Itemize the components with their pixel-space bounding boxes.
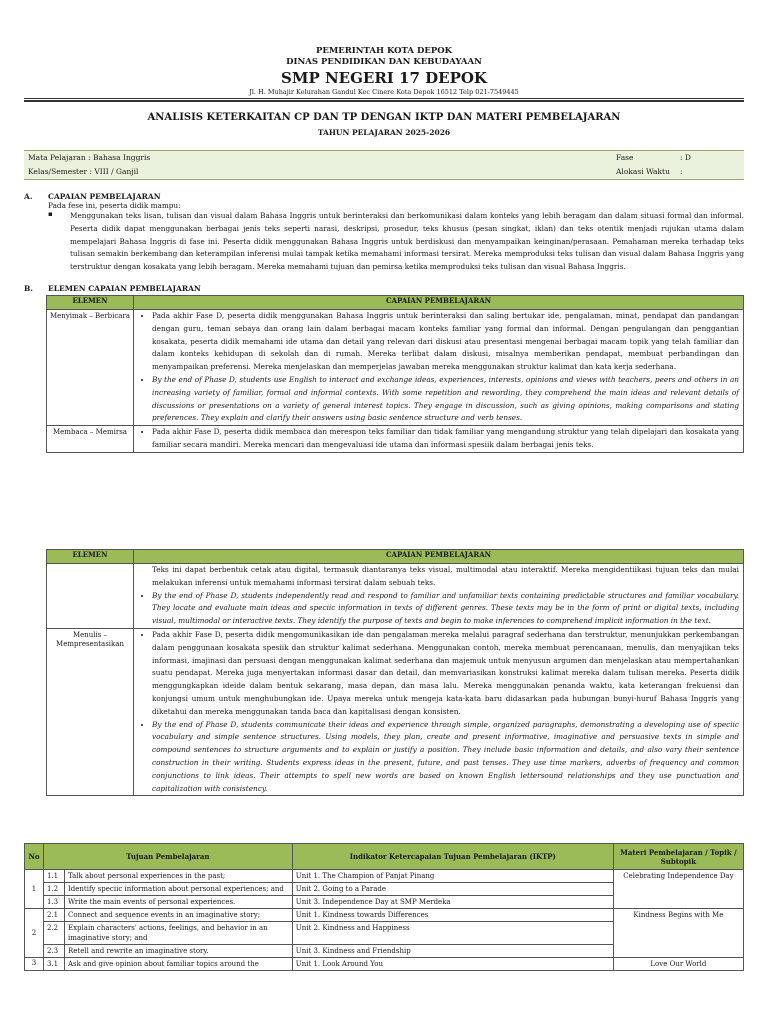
col-capaian: CAPAIAN PEMBELAJARAN bbox=[134, 296, 744, 310]
tp-text: Explain characters' actions, feelings, and behavior in an imaginative story; and bbox=[65, 922, 293, 945]
table-row bbox=[47, 426, 744, 453]
tp-text: Ask and give opinion about familiar topics around the bbox=[65, 958, 293, 971]
capaian-en-text: • By the end of Phase D, students communicate their ideas and experience through simple, organized paragraphs, demonstrating a developing use of speciic vocabulary and simple sentence structures. Using models, they plan, create and present informative, imaginative and persuasive texts in simple and compound sentences to structure arguments and to explain or justify a position. They include basic information and details, and also vary their sentence construction in their writing. Students express ideas in the present, future, and past tenses. They use time markers, adverbs of frequency and common conjunctions to link ideas. Their attempts to spell new words are based on known English lettersound relationships and they use punctuation and capitalization with consistency. bbox=[152, 719, 739, 796]
table-row bbox=[47, 628, 744, 795]
table-row bbox=[25, 909, 744, 922]
capaian-cell bbox=[134, 426, 744, 453]
iktp-text: Unit 1. Kindness towards Differences bbox=[292, 909, 613, 922]
col-materi: Materi Pembelajaran / Topik / Subtopik bbox=[613, 844, 743, 870]
fase-value: : D bbox=[680, 153, 691, 162]
alokasi-value: : bbox=[680, 167, 683, 176]
subject-field: Mata Pelajaran : Bahasa Inggris bbox=[28, 153, 151, 162]
group-number: 3 bbox=[25, 958, 44, 971]
tp-code: 2.3 bbox=[44, 945, 65, 958]
elemen-cell: Membaca – Memirsa bbox=[47, 426, 134, 453]
materi-text: Celebrating Independence Day bbox=[613, 870, 743, 909]
iktp-text: Unit 3. Kindness and Friendship bbox=[292, 945, 613, 958]
elemen-cell bbox=[47, 564, 134, 629]
letterhead-department: DINAS PENDIDIKAN DAN KEBUDAYAAN bbox=[286, 57, 482, 67]
capaian-id-text: • Pada akhir Fase D, peserta didik menggunakan Bahasa Inggris untuk berinteraksi dan saling bertukar ide, pengalaman, minat, pendapat dan pandangan dengan guru, teman sebaya dan orang lain dalam berbagai macam konteks familiar yang formal dan informal. Dengan pengulangan dan penggantian kosakata, peserta didik memahami ide utama dan detail yang relevan dari diskusi atau presentasi mengenai berbagai macam topik yang telah familiar dan dalam konteks kehidupan di sekolah dan di rumah. Mereka terlibat dalam diskusi, misalnya memberikan pendapat, membuat perbandingan dan menyampaikan preferensi. Mereka menjelaskan dan memperjelas jawaban mereka menggunakan struktur kalimat dan kata kerja sederhana. bbox=[152, 310, 739, 374]
document-year: TAHUN PELAJARAN 2025-2026 bbox=[317, 128, 451, 137]
letterhead-government: PEMERINTAH KOTA DEPOK bbox=[315, 46, 453, 56]
iktp-text: Unit 1. The Champion of Panjat Pinang bbox=[292, 870, 613, 883]
class-semester-field: Kelas/Semester : VIII / Ganjil bbox=[28, 167, 139, 176]
tp-code: 1.3 bbox=[44, 896, 65, 909]
elemen-cell: Menyimak – Berbicara bbox=[47, 310, 134, 426]
tp-text: Connect and sequence events in an imaginative story; bbox=[65, 909, 293, 922]
letterhead-divider bbox=[24, 98, 744, 99]
tp-text: Identify speciic information about personal experiences; and bbox=[65, 883, 293, 896]
letterhead-school-name: SMP NEGERI 17 DEPOK bbox=[281, 69, 487, 87]
letterhead-address: Jl. H. Muhajir Kelurahan Gandul Kec Cinere Kota Depok 16512 Telp 021-7549445 bbox=[249, 88, 519, 96]
tp-code: 3.1 bbox=[44, 958, 65, 971]
tp-code: 1.1 bbox=[44, 870, 65, 883]
capaian-cell bbox=[134, 310, 744, 426]
tp-code: 2.2 bbox=[44, 922, 65, 945]
capaian-en-text: • By the end of Phase D, students independently read and respond to familiar and unfamiliar texts containing predictable structures and familiar vocabulary. They locate and evaluate main ideas and speciic information in texts of different genres. These texts may be in the form of print or digital texts, including visual, multimodal or interactive texts. They identify the purpose of texts and begin to make inferences to comprehend implicit information in the text. bbox=[152, 590, 739, 628]
section-b-letter: B. bbox=[24, 284, 33, 293]
col-no: No bbox=[25, 844, 44, 870]
table-row bbox=[47, 564, 744, 629]
col-tujuan: Tujuan Pembelajaran bbox=[44, 844, 293, 870]
materi-text: Kindness Begins with Me bbox=[613, 909, 743, 958]
section-a-text: Menggunakan teks lisan, tulisan dan visual dalam Bahasa Inggris untuk berinteraksi dan berkomunikasi dalam konteks yang lebih beragam dan dalam situasi formal dan informal. Peserta didik dapat menggunakan berbagai jenis teks seperti narasi, deskripsi, prosedur, teks khusus (pesan singkat, iklan) dan teks otentik menjadi rujukan utama dalam mempelajari Bahasa Inggris di fase ini. Peserta didik menggunakan Bahasa Inggris untuk berdiskusi dan menyampaikan keinginan/perasaan. Pemahaman mereka terhadap teks tulisan semakin berkembang dan keterampilan inferensi mulai tampak ketika memahami informasi tersirat. Mereka memproduksi teks tulisan dan visual dalam Bahasa Inggris yang terstruktur dengan kosakata yang lebih beragam. Mereka memahami tujuan dan pemirsa ketika memproduksi teks tulisan dan visual Bahasa Inggris. bbox=[70, 211, 744, 272]
col-iktp: Indikator Ketercapaian Tujuan Pembelajaran (IKTP) bbox=[292, 844, 613, 870]
course-info-box bbox=[24, 150, 744, 180]
tp-text: Talk about personal experiences in the past; bbox=[65, 870, 293, 883]
tp-code: 1.2 bbox=[44, 883, 65, 896]
elemen-table-2 bbox=[46, 549, 744, 796]
tp-code: 2.1 bbox=[44, 909, 65, 922]
capaian-id-text: • Pada akhir Fase D, peserta didik membaca dan merespon teks familiar dan tidak familiar yang mengandung struktur yang telah dipelajari dan kosakata yang familiar secara mandiri. Mereka mencari dan mengevaluasi ide utama dan informasi spesiik dalam berbagai jenis teks. bbox=[152, 426, 739, 452]
table-row bbox=[25, 870, 744, 883]
tp-table bbox=[24, 843, 744, 971]
bullet-icon: ▪ bbox=[48, 210, 53, 218]
fase-label: Fase bbox=[616, 153, 634, 162]
iktp-text: Unit 3. Independence Day at SMP Merdeka bbox=[292, 896, 613, 909]
tp-text: Retell and rewrite an imaginative story. bbox=[65, 945, 293, 958]
table-row bbox=[25, 958, 744, 971]
elemen-table-1 bbox=[46, 295, 744, 453]
capaian-en-text: • By the end of Phase D, students use English to interact and exchange ideas, experiences, interests, opinions and views with teachers, peers and others in an increasing variety of familiar, formal and informal contexts. With some repetition and rewording, they comprehend the main ideas and relevant details of discussions or presentations on a variety of general interest topics. They engage in discussion, such as giving opinions, making comparisons and stating preferences. They explain and clarify their answers using basic sentence structure and verb tenses. bbox=[152, 374, 739, 425]
group-number: 1 bbox=[25, 870, 44, 909]
iktp-text: Unit 2. Going to a Parade bbox=[292, 883, 613, 896]
materi-text: Love Our World bbox=[613, 958, 743, 971]
letterhead-divider-thick bbox=[24, 100, 744, 102]
col-elemen: ELEMEN bbox=[47, 296, 134, 310]
capaian-continued-text: Teks ini dapat berbentuk cetak atau digital, termasuk diantaranya teks visual, multimodal atau interaktif. Mereka mengidentiikasi tujuan teks dan mulai melakukan inferensi untuk memahami informasi tersirat dalam sebuah teks. bbox=[152, 565, 739, 587]
col-capaian: CAPAIAN PEMBELAJARAN bbox=[134, 550, 744, 564]
section-a-letter: A. bbox=[24, 192, 33, 201]
col-elemen: ELEMEN bbox=[47, 550, 134, 564]
capaian-cell bbox=[134, 628, 744, 795]
section-a-intro: Pada fese ini, peserta didik mampu: bbox=[48, 201, 181, 210]
elemen-cell: Menulis – Mempresentasikan bbox=[47, 628, 134, 795]
document-title: ANALISIS KETERKAITAN CP DAN TP DENGAN IKTP DAN MATERI PEMBELAJARAN bbox=[147, 112, 621, 123]
iktp-text: Unit 2. Kindness and Happiness bbox=[292, 922, 613, 945]
tp-text: Write the main events of personal experiences. bbox=[65, 896, 293, 909]
section-a-title: CAPAIAN PEMBELAJARAN bbox=[48, 192, 161, 201]
section-b-title: ELEMEN CAPAIAN PEMBELAJARAN bbox=[48, 284, 201, 293]
iktp-text: Unit 1. Look Around You bbox=[292, 958, 613, 971]
alokasi-label: Alokasi Waktu bbox=[616, 167, 670, 176]
table-row bbox=[47, 310, 744, 426]
capaian-id-text: • Pada akhir Fase D, peserta didik mengomunikasikan ide dan pengalaman mereka melalui paragraf sederhana dan terstruktur, menunjukkan perkembangan dalam penggunaan kosakata spesiik dan struktur kalimat sederhana. Menggunakan contoh, mereka membuat perencanaan, menulis, dan menyajikan teks informasi, imajinasi dan persuasi dengan menggunakan kalimat sederhana dan majemuk untuk menyusun argumen dan menjelaskan atau mempertahankan suatu pendapat. Mereka juga menyertakan informasi dasar dan detail, dan memvariasikan konstruksi kalimat mereka dalam tulisan mereka. Peserta didik menggungkapkan ideide dalam bentuk sekarang, masa depan, dan masa lalu. Mereka menggunakan penanda waktu, kata keterangan frekuensi dan konjungsi umum untuk menghubungkan ide. Upaya mereka untuk mengeja kata-kata baru didasarkan pada hubungan bunyi-huruf Bahasa Inggris yang diketahui dan mereka menggunakan tanda baca dan kapitalisasi dengan konsisten. bbox=[152, 629, 739, 719]
group-number: 2 bbox=[25, 909, 44, 958]
capaian-cell bbox=[134, 564, 744, 629]
